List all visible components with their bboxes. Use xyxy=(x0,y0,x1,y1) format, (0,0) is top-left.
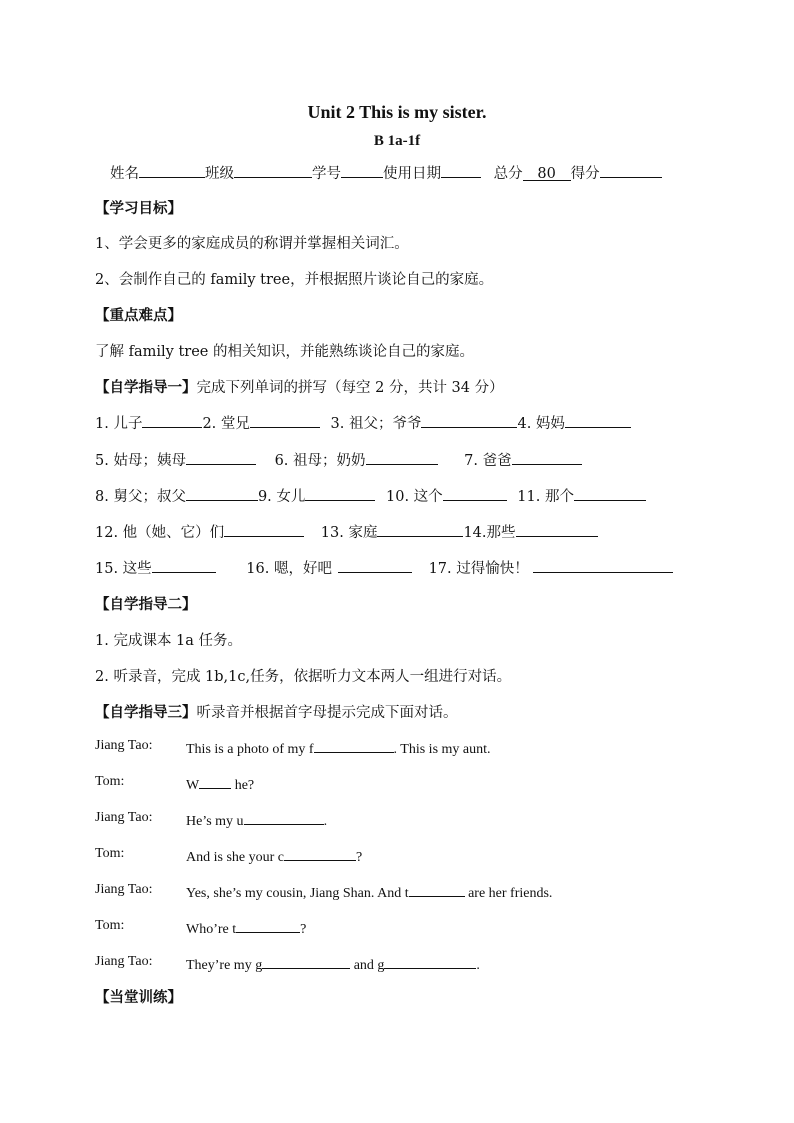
guide2-heading: 【自学指导二】 xyxy=(95,596,197,613)
dialogue-text: Yes, she’s my cousin, Jiang Shan. And t are her friends. xyxy=(186,882,552,902)
key-points-heading: 【重点难点】 xyxy=(95,307,182,324)
answer-blank[interactable] xyxy=(236,918,300,933)
objective-2: 2、会制作自己的 family tree，并根据照片谈论自己的家庭。 xyxy=(95,272,494,288)
vocab-item: 2. 堂兄 xyxy=(202,416,250,432)
speaker: Tom: xyxy=(95,774,125,789)
vocab-blank[interactable] xyxy=(516,522,598,537)
speaker: Jiang Tao: xyxy=(95,810,153,825)
vocab-blank[interactable] xyxy=(186,486,258,501)
date-blank[interactable] xyxy=(441,163,481,178)
vocab-item: 12. 他（她、它）们 xyxy=(95,525,225,541)
dialogue-text: Who’re t ? xyxy=(186,918,306,938)
speaker: Jiang Tao: xyxy=(95,882,153,897)
class-blank[interactable] xyxy=(234,163,312,178)
vocab-row-4 xyxy=(95,521,598,542)
objective-1: 1、学会更多的家庭成员的称谓并掌握相关词汇。 xyxy=(95,236,409,252)
date-label: 使用日期 xyxy=(383,166,441,182)
dialogue-line xyxy=(0,738,794,758)
vocab-blank[interactable] xyxy=(250,413,320,428)
answer-blank[interactable] xyxy=(262,954,350,969)
guide3-heading: 【自学指导三】 xyxy=(95,704,197,721)
vocab-blank[interactable] xyxy=(152,558,216,573)
answer-blank[interactable] xyxy=(284,846,356,861)
vocab-blank[interactable] xyxy=(533,558,673,573)
number-label: 学号 xyxy=(312,166,341,182)
dialogue-line xyxy=(0,918,794,938)
class-label: 班级 xyxy=(205,166,234,182)
vocab-blank[interactable] xyxy=(305,486,375,501)
vocab-item: 4. 妈妈 xyxy=(517,416,565,432)
dialogue-line xyxy=(0,774,794,794)
speaker: Jiang Tao: xyxy=(95,738,153,753)
answer-blank[interactable] xyxy=(199,774,231,789)
vocab-item: 14.那些 xyxy=(463,525,516,541)
dialogue-text: He’s my u . xyxy=(186,810,327,830)
vocab-item: 6. 祖母；奶奶 xyxy=(274,453,366,469)
vocab-item: 17. 过得愉快！ xyxy=(428,561,529,577)
vocab-item: 8. 舅父；叔父 xyxy=(95,489,186,505)
dialogue-line xyxy=(0,882,794,902)
page-title: Unit 2 This is my sister. xyxy=(307,102,487,122)
answer-blank[interactable] xyxy=(409,882,465,897)
vocab-item: 11. 那个 xyxy=(517,489,574,505)
guide2-item-2: 2. 听录音，完成 1b,1c,任务，依据听力文本两人一组进行对话。 xyxy=(95,669,512,685)
vocab-item: 16. 嗯，好吧 xyxy=(246,561,332,577)
vocab-blank[interactable] xyxy=(512,450,582,465)
guide1-text: 完成下列单词的拼写（每空 2 分，共计 34 分） xyxy=(196,380,504,396)
answer-blank[interactable] xyxy=(314,738,394,753)
dialogue-text: They’re my g and g . xyxy=(186,954,480,974)
vocab-blank[interactable] xyxy=(186,450,256,465)
dialogue-line xyxy=(0,810,794,830)
guide3-text: 听录音并根据首字母提示完成下面对话。 xyxy=(196,705,458,721)
dialogue-text: And is she your c ? xyxy=(186,846,362,866)
vocab-item: 13. 家庭 xyxy=(320,525,378,541)
vocab-item: 9. 女儿 xyxy=(257,489,306,505)
name-blank[interactable] xyxy=(139,163,205,178)
vocab-blank[interactable] xyxy=(574,486,646,501)
vocab-blank[interactable] xyxy=(224,522,304,537)
score-blank[interactable] xyxy=(600,163,662,178)
vocab-blank[interactable] xyxy=(421,413,517,428)
total-label: 总分 xyxy=(493,166,523,182)
guide2-item-1: 1. 完成课本 1a 任务。 xyxy=(95,633,243,649)
vocab-row-1 xyxy=(95,412,631,433)
objectives-heading: 【学习目标】 xyxy=(95,200,182,217)
dialogue-line xyxy=(0,954,794,974)
answer-blank[interactable] xyxy=(244,810,324,825)
guide1-heading: 【自学指导一】 xyxy=(95,379,197,396)
vocab-blank[interactable] xyxy=(377,522,463,537)
speaker: Tom: xyxy=(95,846,125,861)
vocab-item: 5. 姑母；姨母 xyxy=(95,453,186,469)
vocab-blank[interactable] xyxy=(565,413,631,428)
practice-heading: 【当堂训练】 xyxy=(95,989,182,1006)
vocab-item: 1. 儿子 xyxy=(95,416,143,432)
vocab-blank[interactable] xyxy=(366,450,438,465)
vocab-item: 3. 祖父；爷爷 xyxy=(330,416,422,432)
dialogue-text: This is a photo of my f . This is my aunt. xyxy=(186,738,491,758)
vocab-blank[interactable] xyxy=(443,486,507,501)
total-value: 80 xyxy=(523,166,571,181)
number-blank[interactable] xyxy=(341,163,383,178)
dialogue-text: W he? xyxy=(186,774,254,794)
info-row xyxy=(110,162,662,183)
answer-blank[interactable] xyxy=(384,954,476,969)
vocab-item: 15. 这些 xyxy=(95,561,152,577)
key-points-text: 了解 family tree 的相关知识，并能熟练谈论自己的家庭。 xyxy=(95,344,474,360)
vocab-item: 10. 这个 xyxy=(386,489,443,505)
vocab-row-5 xyxy=(95,557,673,578)
vocab-blank[interactable] xyxy=(338,558,412,573)
page-subtitle: B 1a-1f xyxy=(373,133,421,149)
vocab-item: 7. 爸爸 xyxy=(464,453,512,469)
name-label: 姓名 xyxy=(110,166,139,182)
vocab-blank[interactable] xyxy=(142,413,202,428)
vocab-row-3 xyxy=(95,485,646,506)
guide3-line xyxy=(95,701,458,722)
speaker: Jiang Tao: xyxy=(95,954,153,969)
speaker: Tom: xyxy=(95,918,125,933)
dialogue-line xyxy=(0,846,794,866)
guide1-line xyxy=(95,376,504,397)
score-label: 得分 xyxy=(570,166,600,182)
vocab-row-2 xyxy=(95,449,582,470)
